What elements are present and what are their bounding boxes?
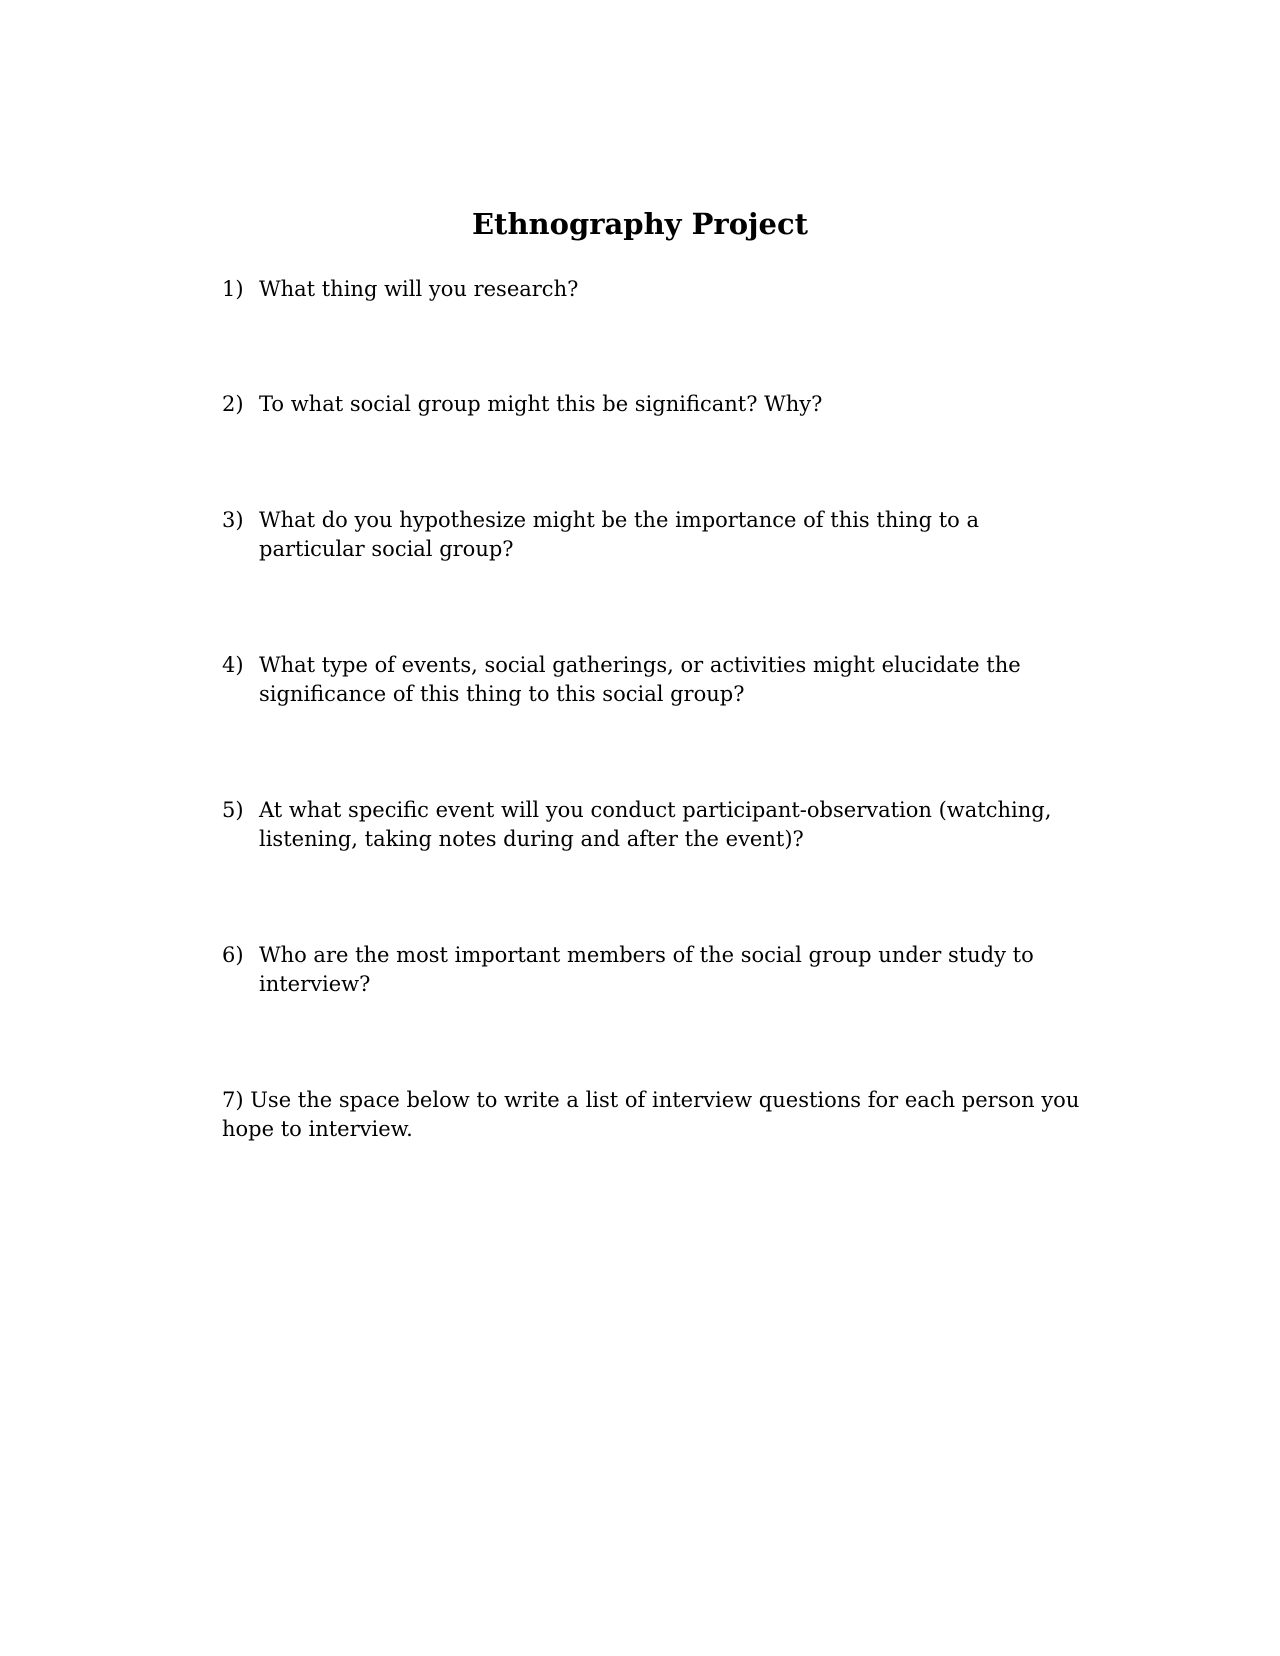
question-6 bbox=[222, 941, 1082, 999]
question-number: 3) bbox=[222, 508, 244, 532]
question-7: 7) Use the space below to write a list of interview questions for each person you hope to interview. bbox=[222, 1088, 1080, 1141]
document-title: Ethnography Project bbox=[471, 207, 809, 241]
question-number: 1) bbox=[222, 277, 244, 301]
question-number: 4) bbox=[222, 653, 244, 677]
question-text: What thing will you research? bbox=[259, 277, 579, 301]
question-number: 6) bbox=[222, 943, 244, 967]
question-3 bbox=[222, 506, 1082, 564]
question-text: What do you hypothesize might be the importance of this thing to a particular social group? bbox=[259, 508, 979, 561]
question-text: What type of events, social gatherings, or activities might elucidate the significance of this thing to this social group? bbox=[259, 653, 1021, 706]
question-number: 5) bbox=[222, 798, 244, 822]
question-text: At what specific event will you conduct participant-observation (watching, listening, taking notes during and after the event)? bbox=[259, 798, 1052, 851]
question-text: Who are the most important members of the social group under study to interview? bbox=[259, 943, 1034, 996]
question-4 bbox=[222, 651, 1082, 709]
question-number: 2) bbox=[222, 392, 244, 416]
question-1 bbox=[222, 275, 1082, 304]
question-text: To what social group might this be significant? Why? bbox=[259, 392, 823, 416]
question-2 bbox=[222, 390, 1082, 419]
question-5 bbox=[222, 796, 1082, 854]
